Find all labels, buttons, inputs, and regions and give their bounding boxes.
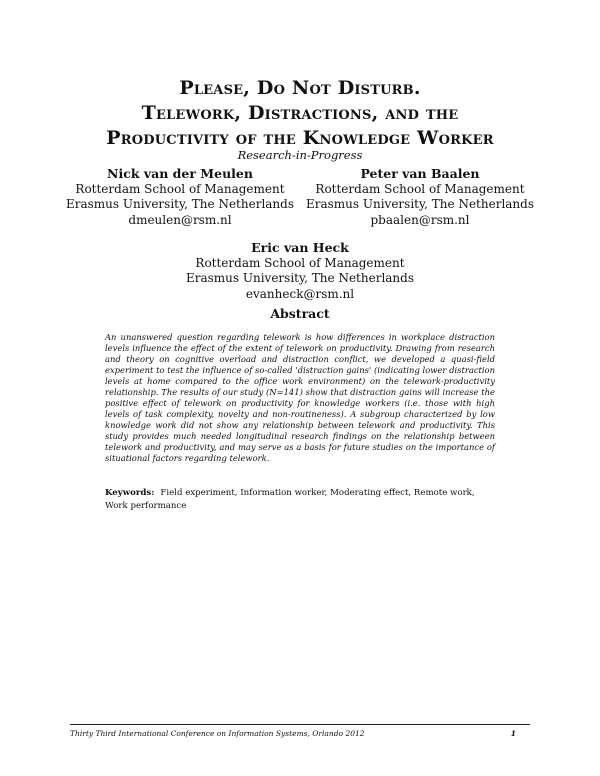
author-school: Rotterdam School of Management [315,181,525,196]
author-email: evanheck@rsm.nl [245,286,355,301]
abstract-heading: Abstract [270,306,330,321]
author-block-2 [300,166,540,228]
keywords-text: Field experiment, Information worker, Moderating effect, Remote work, Work performance [105,488,475,511]
author-university: Erasmus University, The Netherlands [65,197,295,211]
abstract-text: An unanswered question regarding telework is how differences in workplace distraction levels influence the effect of the extent of telework on productivity. Drawing from research and theory on cognitive overload and distraction conflict, we developed a quasi-field experiment to test the influence of so-called 'distraction gains' (indicating lower distraction levels at home compared to the office work environment) on the telework-productivity relationship. The results of our study (N=141) show that distraction gains will increase the positive effect of telework on productivity for knowledge workers (i.e. those with high levels of task complexity, novelty and non-routineness). A subgroup characterized by low knowledge work did not show any relationship between telework and productivity. This study provides much needed longitudinal research findings on the relationship between telework and productivity, and may serve as a basis for future studies on the importance of situational factors regarding telework. [105,332,495,463]
title-line-3: Productivity of the Knowledge Worker [106,127,494,149]
author-email: pbaalen@rsm.nl [370,212,470,227]
author-block-1 [60,166,300,228]
footer-divider [70,724,530,725]
author-email: dmeulen@rsm.nl [128,212,232,227]
author-name: Peter van Baalen [360,166,480,181]
footer-conference: Thirty Third International Conference on Information Systems, Orlando 2012 [70,729,365,738]
title-line-2: Telework, Distractions, and the [141,102,459,124]
paper-subtitle: Research-in-Progress [237,148,363,162]
paper-title [70,76,530,151]
author-name: Eric van Heck [251,240,349,255]
author-university: Erasmus University, The Netherlands [185,271,415,285]
author-name: Nick van der Meulen [107,166,253,181]
title-line-1: Please, Do Not Disturb. [179,77,421,99]
author-block-3 [180,240,420,302]
page-number: 1 [510,729,516,738]
author-school: Rotterdam School of Management [75,181,285,196]
author-university: Erasmus University, The Netherlands [305,197,535,211]
keywords-section [105,487,497,512]
author-school: Rotterdam School of Management [195,255,405,270]
keywords-label: Keywords: [105,488,155,498]
